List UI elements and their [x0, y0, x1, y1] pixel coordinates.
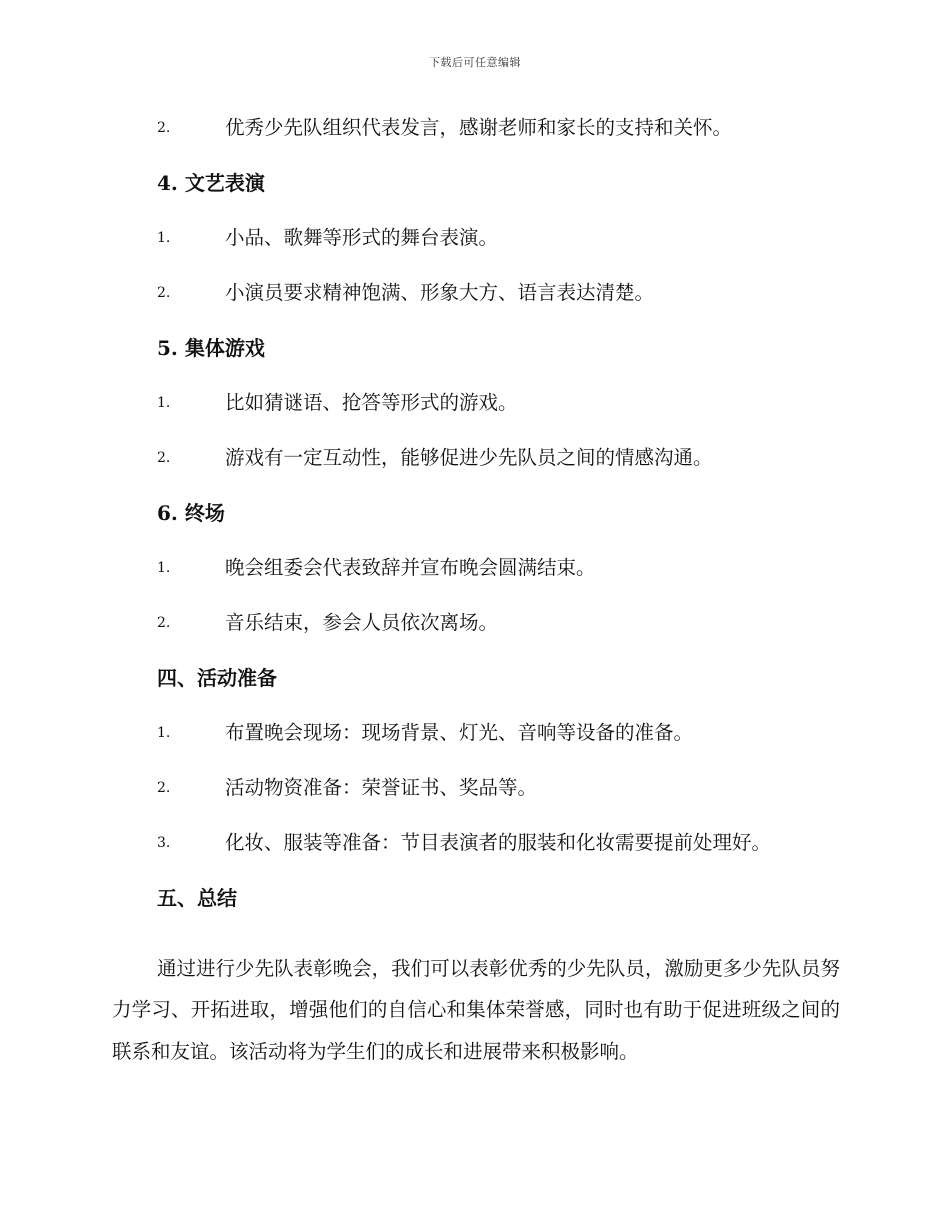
page-header: 下载后可任意编辑: [429, 56, 521, 69]
list-item: [0, 440, 950, 495]
list-number: 2.: [157, 780, 171, 796]
list-text: 活动物资准备：荣誉证书、奖品等。: [225, 776, 538, 799]
section-title: 五、总结: [157, 886, 237, 910]
section-heading-preparation: [0, 660, 950, 715]
list-text: 优秀少先队组织代表发言，感谢老师和家长的支持和关怀。: [225, 116, 733, 139]
section-heading-games: [0, 330, 950, 385]
section-heading-performance: [0, 165, 950, 220]
list-number: 2.: [157, 615, 171, 631]
list-number: 1.: [157, 395, 171, 411]
section-heading-summary: [0, 880, 950, 935]
list-text: 化妆、服装等准备：节目表演者的服装和化妆需要提前处理好。: [225, 831, 772, 854]
list-text: 比如猜谜语、抢答等形式的游戏。: [225, 391, 518, 414]
list-item: [0, 605, 950, 660]
section-title: 4. 文艺表演: [157, 171, 265, 195]
section-title: 5. 集体游戏: [157, 336, 265, 360]
list-number: 1.: [157, 230, 171, 246]
list-text: 晚会组委会代表致辞并宣布晚会圆满结束。: [225, 556, 596, 579]
list-item: [0, 385, 950, 440]
list-item: [0, 715, 950, 770]
list-text: 游戏有一定互动性，能够促进少先队员之间的情感沟通。: [225, 446, 713, 469]
document-body: [0, 110, 950, 935]
list-item: [0, 770, 950, 825]
list-item: [0, 275, 950, 330]
list-number: 2.: [157, 120, 171, 136]
list-item: [0, 220, 950, 275]
list-number: 1.: [157, 560, 171, 576]
list-text: 小演员要求精神饱满、形象大方、语言表达清楚。: [225, 281, 655, 304]
list-item: [0, 825, 950, 880]
list-item: [0, 550, 950, 605]
list-text: 音乐结束，参会人员依次离场。: [225, 611, 499, 634]
list-text: 布置晚会现场：现场背景、灯光、音响等设备的准备。: [225, 721, 694, 744]
section-title: 6. 终场: [157, 501, 225, 525]
list-number: 2.: [157, 285, 171, 301]
summary-paragraph: 通过进行少先队表彰晚会，我们可以表彰优秀的少先队员，激励更多少先队员努力学习、开拓进取，增强他们的自信心和集体荣誉感，同时也有助于促进班级之间的联系和友谊。该活动将为学生们的成长和进展带来积极影响。: [112, 956, 840, 1063]
list-number: 3.: [157, 835, 171, 851]
section-title: 四、活动准备: [157, 666, 277, 690]
list-item: [0, 110, 950, 165]
list-text: 小品、歌舞等形式的舞台表演。: [225, 226, 499, 249]
list-number: 1.: [157, 725, 171, 741]
section-heading-closing: [0, 495, 950, 550]
list-number: 2.: [157, 450, 171, 466]
